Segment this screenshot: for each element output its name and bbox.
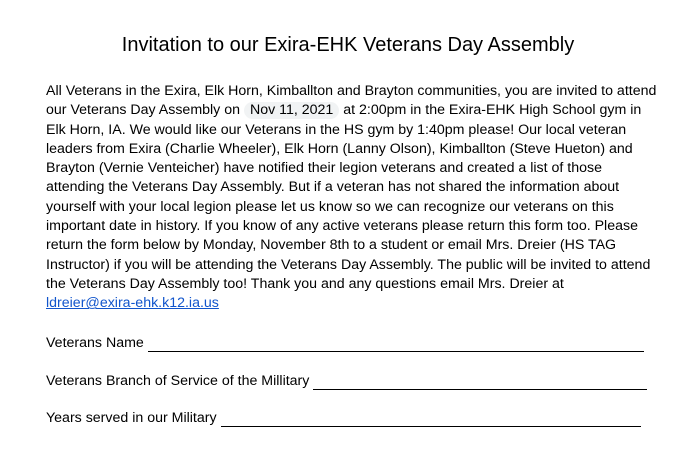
branch-of-service-blank-line[interactable]	[313, 375, 647, 390]
veterans-name-field[interactable]	[46, 334, 644, 352]
years-served-blank-line[interactable]	[221, 412, 641, 427]
branch-of-service-field[interactable]	[46, 372, 647, 390]
years-served-label: Years served in our Military	[46, 410, 217, 426]
paragraph-intro-text: All Veterans in the Exira, Elk Horn, Kimballton and Brayton communities, you are invited to attend our Veterans Day Assembly on	[46, 83, 657, 119]
document-title: Invitation to our Exira-EHK Veterans Day Assembly	[121, 34, 575, 56]
paragraph-main-text: at 2:00pm in the Exira-EHK High School gym in Elk Horn, IA. We would like our Veterans in the HS gym by 1:40pm please! Our local veteran leaders from Exira (Charlie Wheeler), Elk Horn (Lanny Olson), Kimballton (Steve Hueton) and Brayton (Vernie Venteicher) have notified their legion veterans and created a list of those attending the Veterans Day Assembly. But if a veteran has not shared the information about yourself with your local legion please let us know so we can recognize our veterans on this important date in history. If you know of any active veterans please return this form too. Please return the form below by Monday, November 8th to a student or email Mrs. Dreier (HS TAG Instructor) if you will be attending the Veterans Day Assembly. The public will be invited to attend the Veterans Day Assembly too! Thank you and any questions email Mrs. Dreier at	[46, 102, 651, 292]
email-link[interactable]: ldreier@exira-ehk.k12.ia.us	[46, 295, 219, 312]
veterans-name-label: Veterans Name	[46, 335, 144, 351]
invitation-paragraph	[46, 82, 658, 314]
years-served-field[interactable]	[46, 409, 641, 427]
date-chip[interactable]: Nov 11, 2021	[244, 102, 339, 119]
branch-of-service-label: Veterans Branch of Service of the Millitary	[46, 373, 310, 389]
veterans-name-blank-line[interactable]	[148, 337, 644, 352]
